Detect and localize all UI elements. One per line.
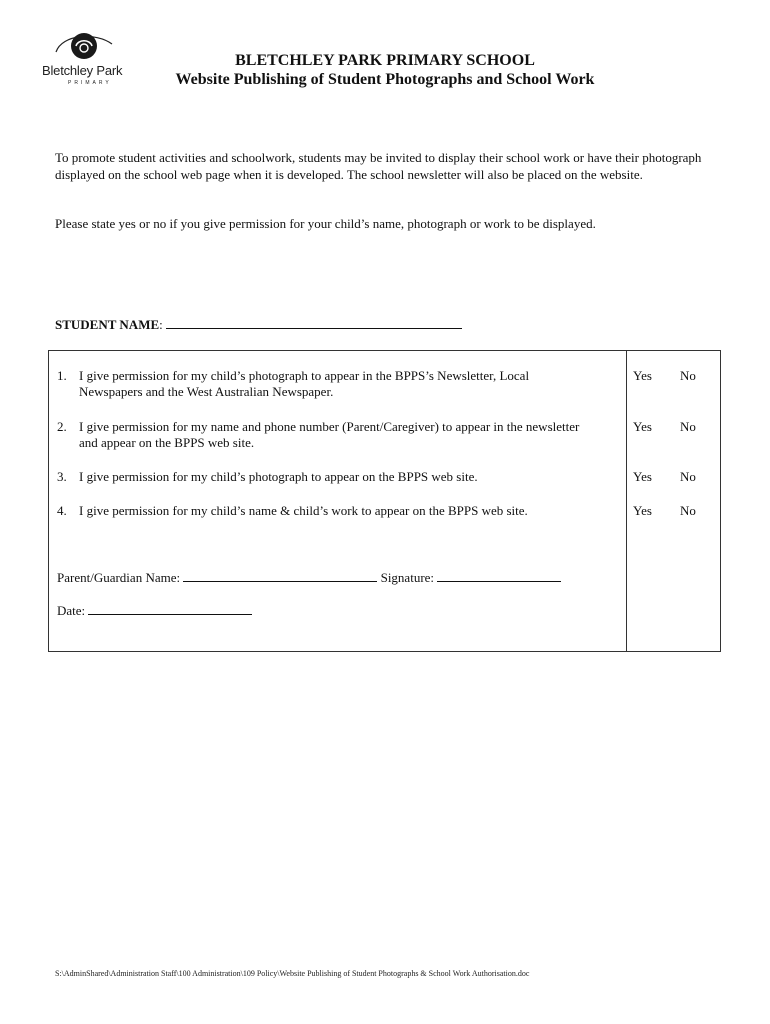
signature-label: Signature:: [380, 570, 435, 585]
guardian-name-label: Parent/Guardian Name:: [57, 570, 181, 585]
file-path-footer: S:\AdminShared\Administration Staff\100 Administration\109 Policy\Website Publishing of Student Photographs & School Work Authorisation.doc: [55, 969, 530, 978]
no-option[interactable]: No: [680, 469, 696, 484]
column-divider: [626, 351, 627, 651]
date-row: [57, 603, 252, 619]
yes-option[interactable]: Yes: [633, 368, 652, 383]
item-text: I give permission for my child’s photograph to appear on the BPPS web site.: [79, 469, 478, 484]
document-title: Website Publishing of Student Photographs and School Work: [175, 71, 595, 88]
instruction-paragraph: Please state yes or no if you give permission for your child’s name, photograph or work to be displayed.: [55, 216, 596, 231]
guardian-name-field[interactable]: [183, 570, 377, 582]
date-field[interactable]: [88, 603, 252, 615]
logo-subtitle: PRIMARY: [68, 80, 112, 86]
item-text: I give permission for my child’s photograph to appear in the BPPS’s Newsletter, Local Newspapers and the West Australian Newspaper.: [79, 368, 530, 399]
intro-paragraph: To promote student activities and schoolwork, students may be invited to display their school work or have their photograph displayed on the school web page when it is developed. The school newsletter will also be placed on the website.: [55, 150, 702, 182]
yes-option[interactable]: Yes: [633, 469, 652, 484]
signature-field[interactable]: [437, 570, 561, 582]
student-name-field[interactable]: [166, 317, 462, 329]
item-text: I give permission for my name and phone number (Parent/Caregiver) to appear in the newsletter and appear on the BPPS web site.: [79, 419, 580, 450]
logo-wordmark: Bletchley Park: [42, 63, 123, 78]
guardian-signature-row: [57, 570, 561, 586]
item-number: 4.: [57, 503, 67, 518]
item-number: 2.: [57, 419, 67, 434]
student-name-label: STUDENT NAME: [55, 317, 160, 332]
item-number: 3.: [57, 469, 67, 484]
yes-option[interactable]: Yes: [633, 419, 652, 434]
item-text: I give permission for my child’s name & child’s work to appear on the BPPS web site.: [79, 503, 528, 518]
school-name: BLETCHLEY PARK PRIMARY SCHOOL: [235, 52, 535, 69]
no-option[interactable]: No: [680, 419, 696, 434]
no-option[interactable]: No: [680, 368, 696, 383]
no-option[interactable]: No: [680, 503, 696, 518]
item-number: 1.: [57, 368, 67, 383]
document-header: [0, 52, 770, 89]
student-name-colon: :: [159, 317, 163, 332]
permission-form: [48, 350, 721, 652]
student-name-row: [55, 317, 462, 333]
yes-option[interactable]: Yes: [633, 503, 652, 518]
date-label: Date:: [57, 603, 86, 618]
